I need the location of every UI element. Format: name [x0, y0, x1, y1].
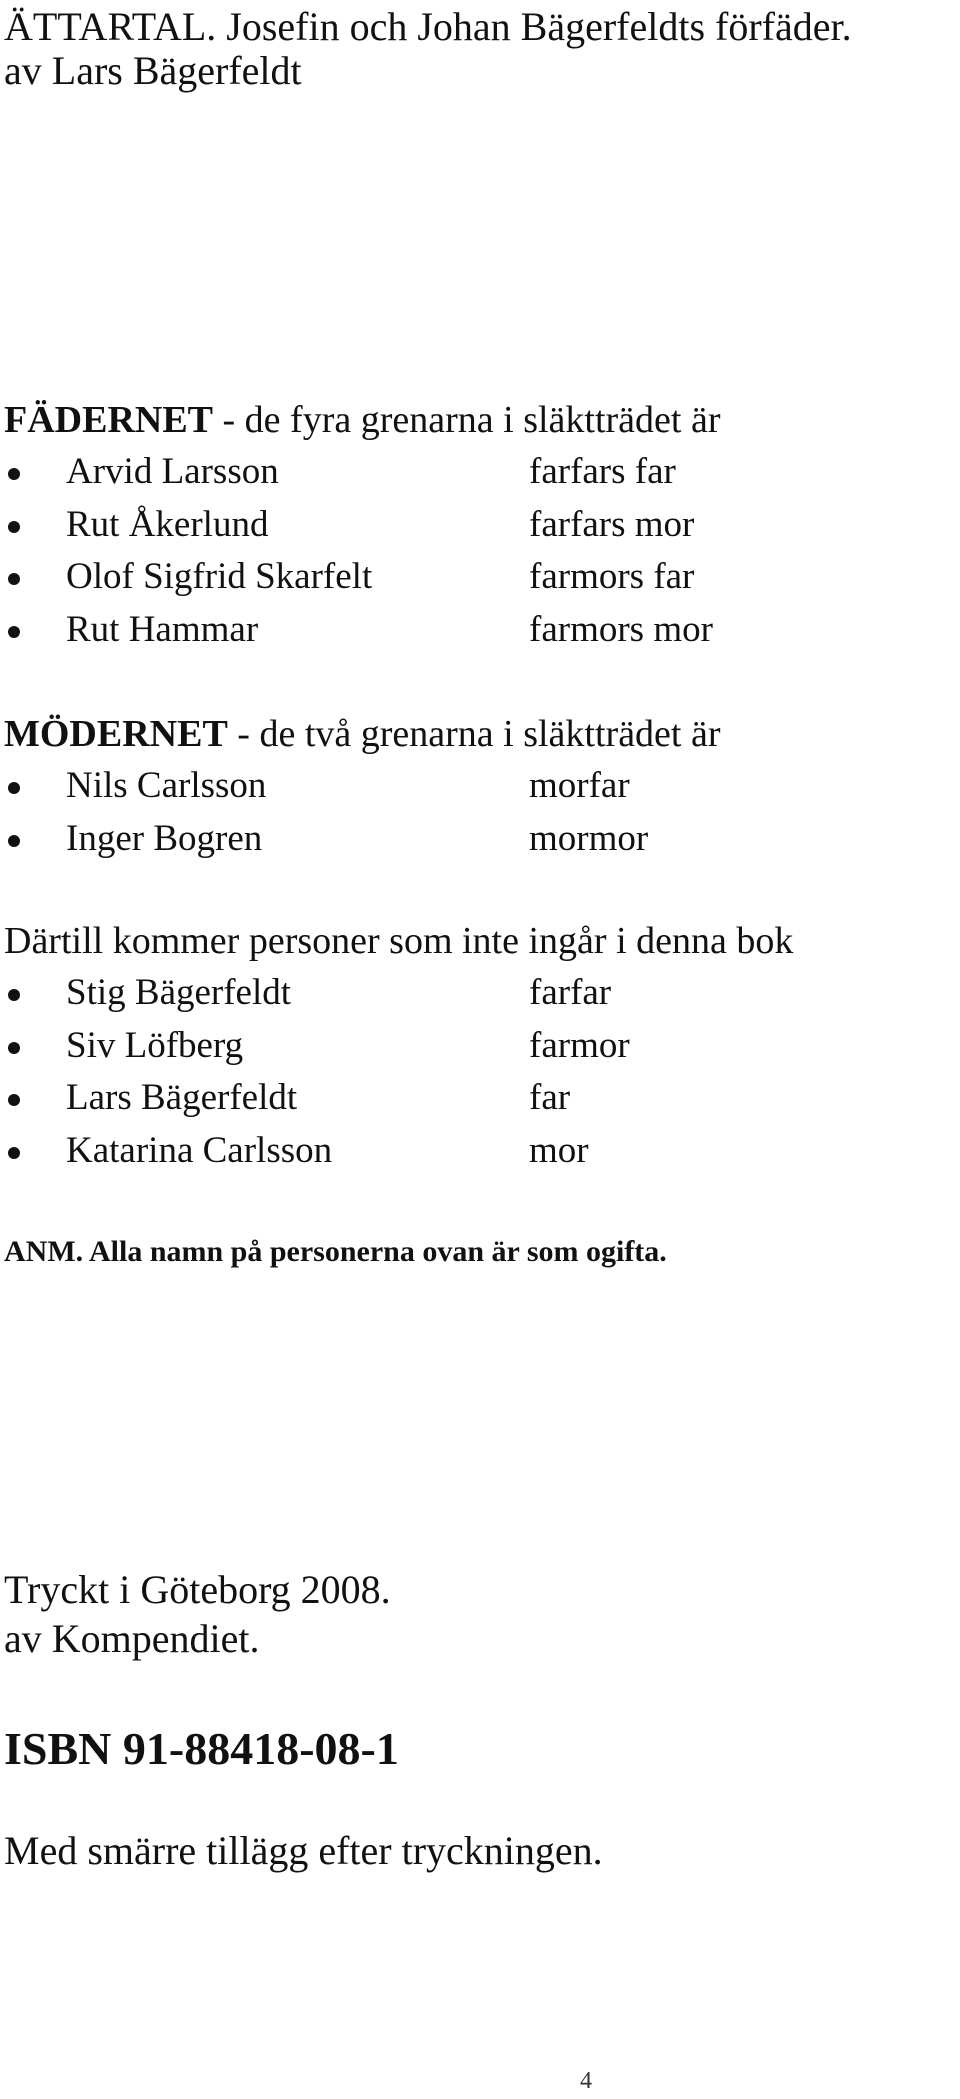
person-relation: farmors mor	[529, 608, 713, 650]
document-title: ÄTTARTAL. Josefin och Johan Bägerfeldts förfäder.	[4, 4, 852, 49]
person-name: Nils Carlsson	[66, 765, 267, 806]
person-name: Rut Hammar	[66, 608, 259, 650]
person-name: Arvid Larsson	[66, 451, 279, 492]
bullet-icon	[8, 573, 20, 585]
person-name: Inger Bogren	[66, 817, 263, 859]
bullet-icon	[8, 1147, 20, 1159]
maternal-heading	[4, 708, 954, 760]
person-name: Lars Bägerfeldt	[66, 1077, 298, 1118]
maternal-section	[4, 708, 954, 865]
person-name: Stig Bägerfeldt	[66, 972, 292, 1013]
bullet-icon	[8, 835, 20, 847]
person-relation: farmors far	[529, 556, 695, 597]
person-name: Siv Löfberg	[66, 1024, 244, 1066]
paternal-heading-rest: - de fyra grenarna i släktträdet är	[213, 399, 721, 441]
list-item	[4, 1020, 954, 1073]
others-heading: Därtill kommer personer som inte ingår i denna bok	[4, 920, 794, 962]
person-relation: mor	[529, 1129, 589, 1171]
paternal-section	[4, 394, 954, 656]
list-item	[4, 499, 954, 552]
list-item	[4, 446, 954, 499]
annotation-note: ANM. Alla namn på personerna ovan är som ogifta.	[4, 1235, 667, 1268]
person-relation: farmor	[529, 1024, 630, 1066]
paternal-heading-lead: FÄDERNET	[4, 399, 214, 441]
person-name: Rut Åkerlund	[66, 503, 269, 545]
isbn: ISBN 91-88418-08-1	[4, 1723, 399, 1774]
maternal-list	[4, 760, 954, 865]
document-author: av Lars Bägerfeldt	[4, 48, 302, 93]
others-section	[4, 915, 954, 1177]
maternal-heading-lead: MÖDERNET	[4, 713, 228, 755]
publisher-info: av Kompendiet.	[4, 1616, 260, 1661]
paternal-list	[4, 446, 954, 656]
list-item	[4, 967, 954, 1020]
bullet-icon	[8, 1094, 20, 1106]
person-name: Olof Sigfrid Skarfelt	[66, 556, 373, 597]
others-list	[4, 967, 954, 1177]
addendum-note: Med smärre tillägg efter tryckningen.	[4, 1828, 603, 1873]
bullet-icon	[8, 782, 20, 794]
list-item	[4, 760, 954, 813]
paternal-heading	[4, 394, 954, 446]
person-relation: farfar	[529, 972, 612, 1013]
maternal-heading-rest: - de två grenarna i släktträdet är	[227, 713, 721, 755]
person-name: Katarina Carlsson	[66, 1129, 333, 1171]
person-relation: mormor	[529, 817, 649, 859]
list-item	[4, 551, 954, 604]
bullet-icon	[8, 468, 20, 480]
bullet-icon	[8, 626, 20, 638]
list-item	[4, 604, 954, 657]
list-item	[4, 813, 954, 866]
bullet-icon	[8, 989, 20, 1001]
bullet-icon	[8, 521, 20, 533]
person-relation: morfar	[529, 765, 630, 806]
person-relation: far	[529, 1077, 571, 1118]
printing-info: Tryckt i Göteborg 2008.	[4, 1567, 391, 1612]
list-item	[4, 1125, 954, 1178]
list-item	[4, 1072, 954, 1125]
person-relation: farfars mor	[529, 503, 695, 545]
page-number: 4	[580, 2068, 592, 2094]
bullet-icon	[8, 1042, 20, 1054]
person-relation: farfars far	[529, 451, 676, 492]
